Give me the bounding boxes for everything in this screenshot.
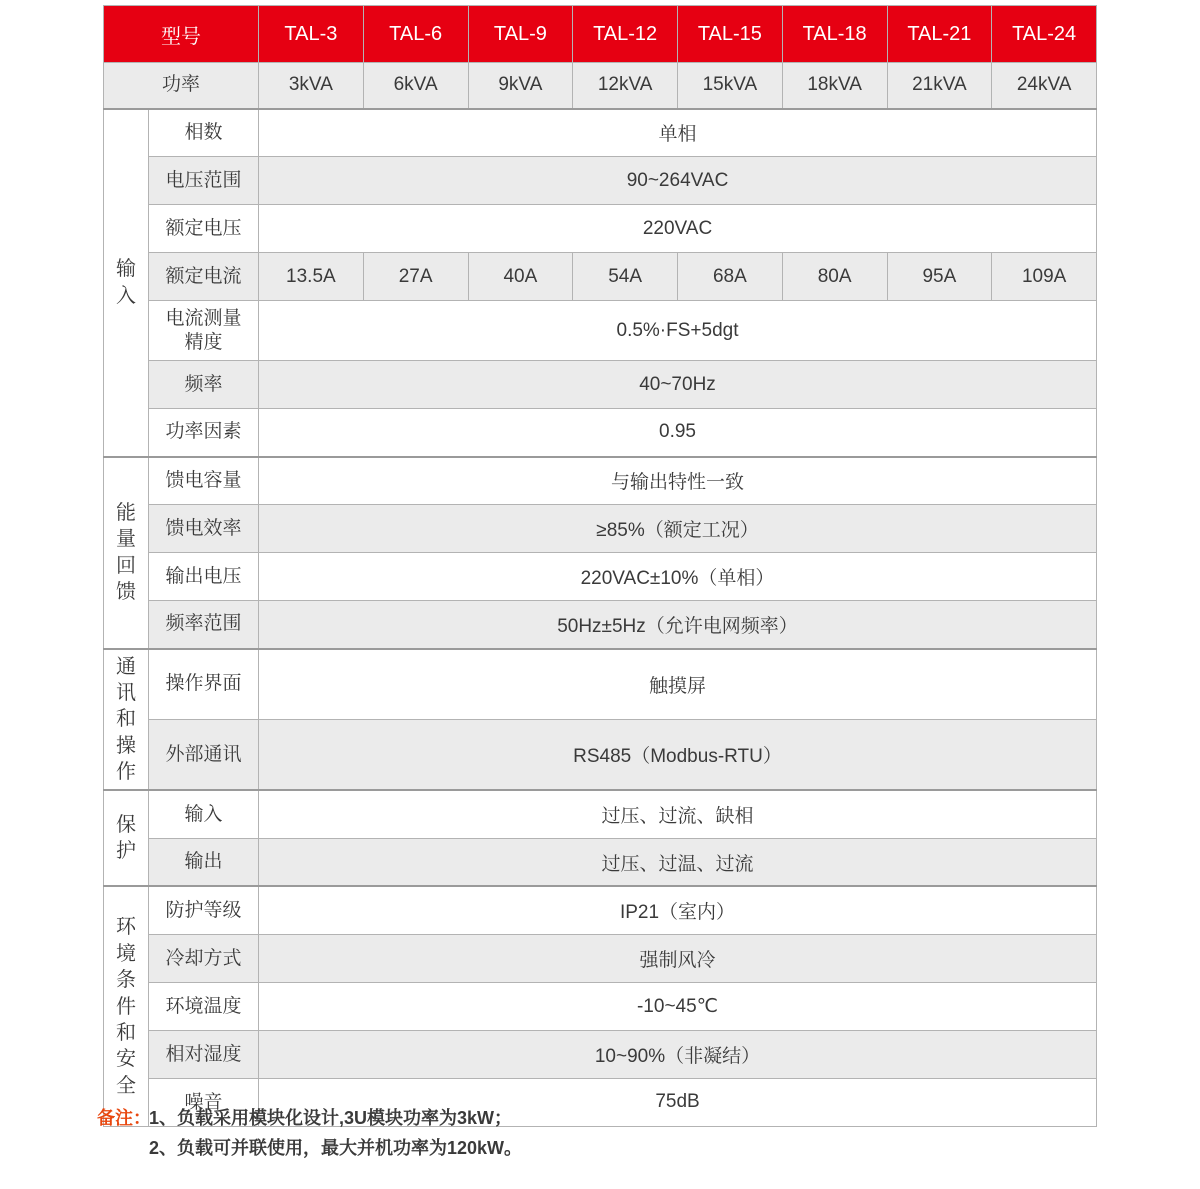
table-row bbox=[104, 301, 1097, 361]
table-row bbox=[104, 790, 1097, 838]
rated-current-value: 40A bbox=[468, 253, 573, 301]
row-value: IP21（室内） bbox=[259, 886, 1097, 934]
model-col-header: TAL-18 bbox=[782, 6, 887, 63]
row-label: 冷却方式 bbox=[149, 934, 259, 982]
row-value: 触摸屏 bbox=[259, 649, 1097, 720]
table-row bbox=[104, 553, 1097, 601]
model-col-header: TAL-9 bbox=[468, 6, 573, 63]
power-value: 24kVA bbox=[992, 63, 1097, 109]
power-value: 12kVA bbox=[573, 63, 678, 109]
table-row bbox=[104, 934, 1097, 982]
group-label-communication-operation: 通讯和操作 bbox=[104, 649, 149, 791]
table-row bbox=[104, 109, 1097, 157]
rated-current-value: 109A bbox=[992, 253, 1097, 301]
table-row bbox=[104, 505, 1097, 553]
table-row bbox=[104, 457, 1097, 505]
row-label: 电流测量精度 bbox=[149, 301, 259, 361]
row-value: ≥85%（额定工况） bbox=[259, 505, 1097, 553]
row-label: 馈电容量 bbox=[149, 457, 259, 505]
row-label: 操作界面 bbox=[149, 649, 259, 720]
row-value: 强制风冷 bbox=[259, 934, 1097, 982]
row-value: 220VAC±10%（单相） bbox=[259, 553, 1097, 601]
table-row bbox=[104, 886, 1097, 934]
model-col-header: TAL-24 bbox=[992, 6, 1097, 63]
row-label: 相数 bbox=[149, 109, 259, 157]
spec-table bbox=[103, 5, 1097, 1127]
note-item: 2、负载可并联使用，最大并机功率为120kW。 bbox=[149, 1138, 523, 1158]
row-label: 环境温度 bbox=[149, 982, 259, 1030]
model-col-header: TAL-21 bbox=[887, 6, 992, 63]
rated-current-value: 54A bbox=[573, 253, 678, 301]
row-value: 与输出特性一致 bbox=[259, 457, 1097, 505]
row-label: 输出 bbox=[149, 838, 259, 886]
row-label: 额定电压 bbox=[149, 205, 259, 253]
row-label: 馈电效率 bbox=[149, 505, 259, 553]
row-label: 外部通讯 bbox=[149, 719, 259, 790]
row-value: -10~45℃ bbox=[259, 982, 1097, 1030]
model-col-header: TAL-6 bbox=[363, 6, 468, 63]
model-header-label: 型号 bbox=[104, 6, 259, 63]
table-row bbox=[104, 601, 1097, 649]
row-label: 电压范围 bbox=[149, 157, 259, 205]
row-label: 功率因素 bbox=[149, 409, 259, 457]
table-row-rated-current bbox=[104, 253, 1097, 301]
power-value: 15kVA bbox=[678, 63, 783, 109]
model-header-row bbox=[104, 6, 1097, 63]
table-row bbox=[104, 157, 1097, 205]
note-item: 1、负载采用模块化设计,3U模块功率为3kW； bbox=[149, 1108, 513, 1128]
rated-current-value: 13.5A bbox=[259, 253, 364, 301]
table-row bbox=[104, 649, 1097, 720]
row-value: 过压、过流、缺相 bbox=[259, 790, 1097, 838]
group-label-protection: 保护 bbox=[104, 790, 149, 886]
table-row bbox=[104, 1030, 1097, 1078]
row-label: 噪音 bbox=[149, 1078, 259, 1126]
row-value: 0.95 bbox=[259, 409, 1097, 457]
row-value: 单相 bbox=[259, 109, 1097, 157]
table-row bbox=[104, 409, 1097, 457]
row-label: 额定电流 bbox=[149, 253, 259, 301]
group-label-input: 输入 bbox=[104, 109, 149, 457]
power-row bbox=[104, 63, 1097, 109]
row-label: 频率 bbox=[149, 361, 259, 409]
power-value: 3kVA bbox=[259, 63, 364, 109]
group-label-energy-feedback: 能量回馈 bbox=[104, 457, 149, 649]
rated-current-value: 27A bbox=[363, 253, 468, 301]
table-row bbox=[104, 719, 1097, 790]
row-value: 50Hz±5Hz（允许电网频率） bbox=[259, 601, 1097, 649]
table-row bbox=[104, 361, 1097, 409]
table-row bbox=[104, 838, 1097, 886]
power-value: 6kVA bbox=[363, 63, 468, 109]
power-row-label: 功率 bbox=[104, 63, 259, 109]
notes-label: 备注： bbox=[97, 1108, 151, 1128]
power-value: 18kVA bbox=[782, 63, 887, 109]
row-value: 90~264VAC bbox=[259, 157, 1097, 205]
model-col-header: TAL-3 bbox=[259, 6, 364, 63]
model-col-header: TAL-12 bbox=[573, 6, 678, 63]
row-label: 相对湿度 bbox=[149, 1030, 259, 1078]
rated-current-value: 95A bbox=[887, 253, 992, 301]
row-value: 0.5%·FS+5dgt bbox=[259, 301, 1097, 361]
row-value: 过压、过温、过流 bbox=[259, 838, 1097, 886]
row-value: 10~90%（非凝结） bbox=[259, 1030, 1097, 1078]
model-col-header: TAL-15 bbox=[678, 6, 783, 63]
table-row bbox=[104, 982, 1097, 1030]
row-value: 40~70Hz bbox=[259, 361, 1097, 409]
group-label-environment-safety: 环境条件和安全 bbox=[104, 886, 149, 1126]
row-label: 防护等级 bbox=[149, 886, 259, 934]
table-row bbox=[104, 205, 1097, 253]
notes bbox=[97, 1103, 1097, 1163]
row-label: 输出电压 bbox=[149, 553, 259, 601]
row-label: 输入 bbox=[149, 790, 259, 838]
rated-current-value: 80A bbox=[782, 253, 887, 301]
row-value: RS485（Modbus-RTU） bbox=[259, 719, 1097, 790]
rated-current-value: 68A bbox=[678, 253, 783, 301]
row-value: 220VAC bbox=[259, 205, 1097, 253]
power-value: 21kVA bbox=[887, 63, 992, 109]
row-value: 75dB bbox=[259, 1078, 1097, 1126]
row-label: 频率范围 bbox=[149, 601, 259, 649]
power-value: 9kVA bbox=[468, 63, 573, 109]
